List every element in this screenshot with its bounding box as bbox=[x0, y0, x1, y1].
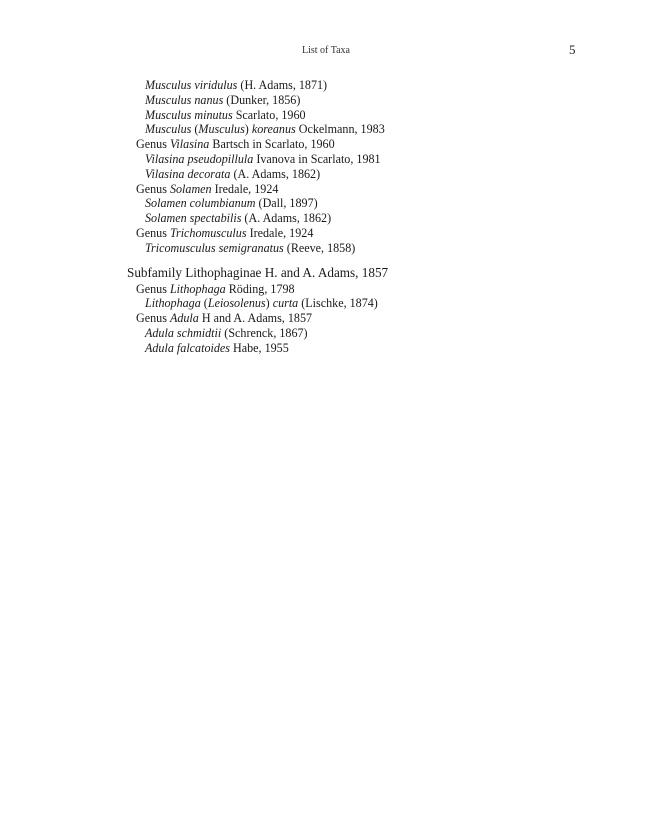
entry-text: ) bbox=[244, 122, 252, 137]
taxon-name-italic: Tricomusculus semigranatus bbox=[145, 240, 284, 255]
entry-text: Genus bbox=[136, 281, 170, 296]
species-entry bbox=[0, 341, 652, 356]
taxon-name-italic: Musculus nanus bbox=[145, 92, 224, 107]
entry-text: ( bbox=[191, 122, 199, 137]
entry-text: (Schrenck, 1867) bbox=[221, 325, 308, 340]
taxon-name-italic: Adula falcatoides bbox=[145, 340, 230, 355]
entry-text: Genus bbox=[136, 311, 170, 326]
genus-entry bbox=[0, 182, 652, 197]
entry-text: Ockelmann, 1983 bbox=[295, 122, 385, 137]
entry-text: Röding, 1798 bbox=[225, 281, 295, 296]
entry-text: H and A. Adams, 1857 bbox=[198, 311, 313, 326]
entry-text: Iredale, 1924 bbox=[211, 181, 279, 196]
entry-text: (A. Adams, 1862) bbox=[230, 166, 321, 181]
genus-entry bbox=[0, 137, 652, 152]
entry-text: (Dunker, 1856) bbox=[223, 92, 301, 107]
taxon-name-italic: Vilasina decorata bbox=[145, 166, 231, 181]
species-entry bbox=[0, 152, 652, 167]
taxon-name-italic: Solamen columbianum bbox=[145, 196, 256, 211]
taxon-name-italic: Leiosolenus bbox=[207, 296, 266, 311]
species-entry bbox=[0, 122, 652, 137]
species-entry bbox=[0, 211, 652, 226]
entry-text: Bartsch in Scarlato, 1960 bbox=[209, 137, 335, 152]
taxon-name-italic: Lithophaga bbox=[145, 296, 201, 311]
entry-text: (Reeve, 1858) bbox=[283, 240, 356, 255]
entry-text: Genus bbox=[136, 181, 170, 196]
entry-text: Ivanova in Scarlato, 1981 bbox=[253, 151, 381, 166]
taxon-name-italic: Musculus bbox=[198, 122, 245, 137]
entry-text: (A. Adams, 1862) bbox=[241, 211, 332, 226]
page-number: 5 bbox=[569, 42, 576, 57]
species-entry bbox=[0, 196, 652, 211]
entry-text: ) bbox=[265, 296, 273, 311]
entry-text: (Dall, 1897) bbox=[255, 196, 318, 211]
genus-entry bbox=[0, 226, 652, 241]
species-entry bbox=[0, 78, 652, 93]
entry-text: Scarlato, 1960 bbox=[232, 107, 306, 122]
entry-text: ( bbox=[200, 296, 208, 311]
subfamily-entry bbox=[0, 263, 652, 282]
entry-text: (H. Adams, 1871) bbox=[237, 78, 328, 92]
taxon-name-italic: Solamen bbox=[169, 181, 212, 196]
taxon-name-italic: Vilasina pseudopillula bbox=[145, 151, 254, 166]
entry-text: Genus bbox=[136, 225, 170, 240]
taxon-name-italic: Trichomusculus bbox=[169, 225, 247, 240]
entry-text: Subfamily Lithophaginae H. and A. Adams, 1857 bbox=[127, 264, 389, 280]
taxon-name-italic: Musculus minutus bbox=[145, 107, 233, 122]
taxon-name-italic: Adula schmidtii bbox=[145, 325, 222, 340]
taxon-name-italic: Musculus bbox=[145, 122, 192, 137]
entry-text: (Lischke, 1874) bbox=[298, 296, 378, 311]
taxa-list bbox=[0, 78, 652, 356]
species-entry bbox=[0, 167, 652, 182]
entry-text: Genus bbox=[136, 137, 170, 152]
species-entry bbox=[0, 108, 652, 123]
entry-text: Habe, 1955 bbox=[229, 340, 289, 355]
running-head: List of Taxa bbox=[302, 45, 350, 56]
genus-entry bbox=[0, 311, 652, 326]
species-entry bbox=[0, 241, 652, 256]
taxon-name-italic: Vilasina bbox=[169, 137, 210, 152]
entry-text: Iredale, 1924 bbox=[246, 225, 314, 240]
species-entry bbox=[0, 93, 652, 108]
taxon-name-italic: Lithophaga bbox=[169, 281, 226, 296]
taxon-name-italic: koreanus bbox=[251, 122, 296, 137]
species-entry bbox=[0, 296, 652, 311]
taxon-name-italic: Adula bbox=[169, 311, 199, 326]
taxon-name-italic: Solamen spectabilis bbox=[145, 211, 242, 226]
species-entry bbox=[0, 326, 652, 341]
genus-entry bbox=[0, 282, 652, 297]
taxon-name-italic: curta bbox=[272, 296, 299, 311]
taxon-name-italic: Musculus viridulus bbox=[145, 78, 238, 92]
